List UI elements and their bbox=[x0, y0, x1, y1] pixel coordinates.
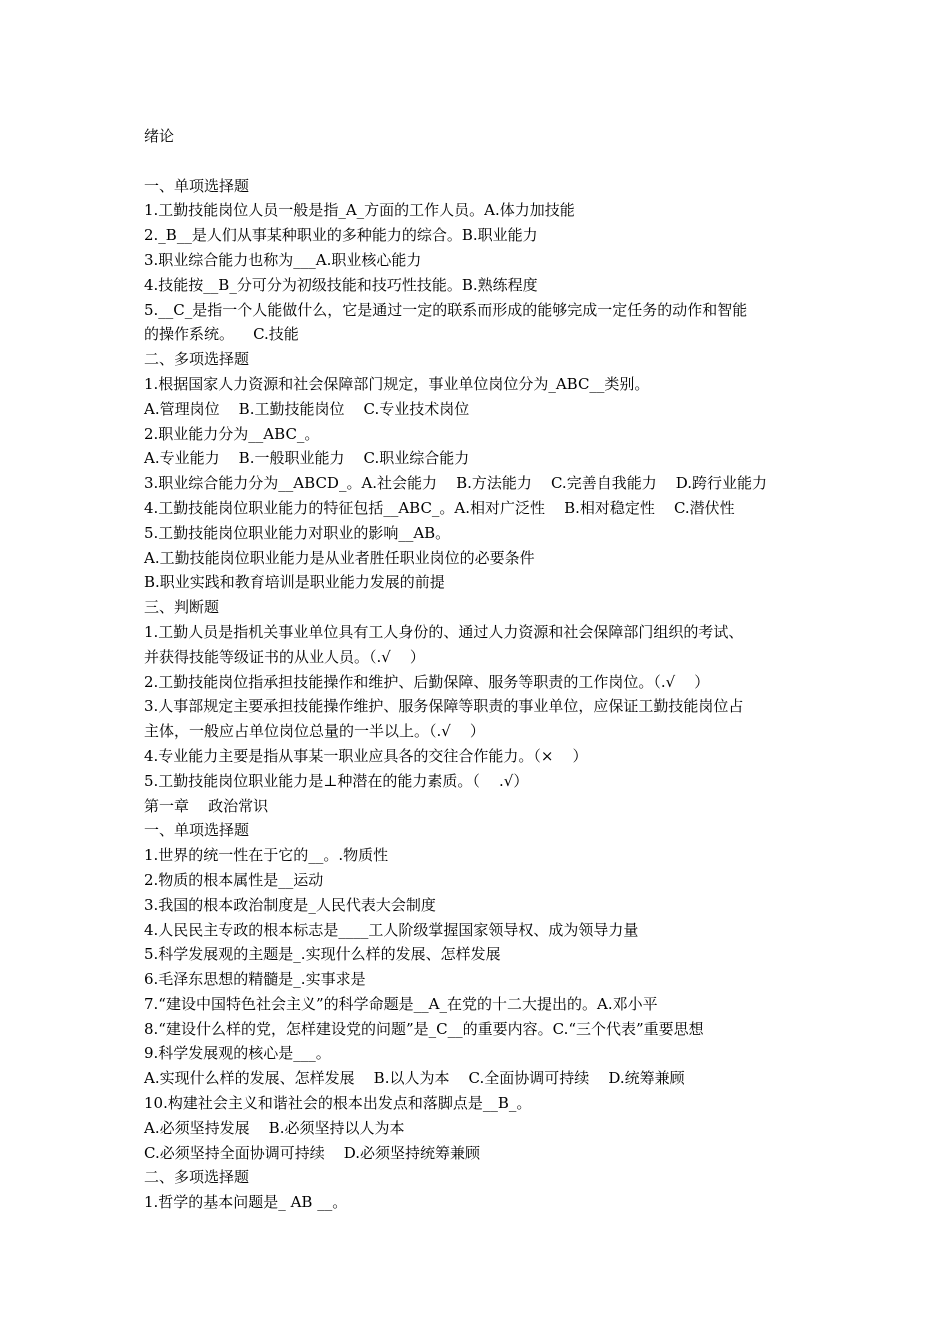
text-line: A.管理岗位 B.工勤技能岗位 C.专业技术岗位 bbox=[144, 399, 470, 418]
text-line: 2.工勤技能岗位指承担技能操作和维护、后勤保障、服务等职责的工作岗位。（.√ ） bbox=[144, 672, 710, 691]
text-line: 2.物质的根本属性是__运动 bbox=[144, 870, 324, 889]
text-line: 4.工勤技能岗位职业能力的特征包括__ABC_。A.相对广泛性 B.相对稳定性 C.潜伏性 bbox=[144, 498, 735, 517]
text-line: C.必须坚持全面协调可持续 D.必须坚持统筹兼顾 bbox=[144, 1143, 481, 1162]
text-line: 10.构建社会主义和谐社会的根本出发点和落脚点是__B_。 bbox=[144, 1094, 532, 1113]
text-line: 1.哲学的基本问题是_ AB __。 bbox=[144, 1193, 348, 1212]
text-line: 5.工勤技能岗位职业能力是⊥种潜在的能力素质。（ .√） bbox=[144, 771, 529, 790]
text-line: 5.科学发展观的主题是_.实现什么样的发展、怎样发展 bbox=[144, 945, 501, 964]
text-line: A.工勤技能岗位职业能力是从业者胜任职业岗位的必要条件 bbox=[144, 548, 535, 567]
text-line: 1.工勤人员是指机关事业单位具有工人身份的、通过人力资源和社会保障部门组织的考试、 bbox=[144, 622, 744, 641]
text-line: 3.人事部规定主要承担技能操作维护、服务保障等职责的事业单位，应保证工勤技能岗位占 bbox=[144, 697, 744, 716]
document-page bbox=[144, 124, 816, 1215]
text-line: A.实现什么样的发展、怎样发展 B.以人为本 C.全面协调可持续 D.统筹兼顾 bbox=[144, 1069, 685, 1088]
text-line: 5.__C_是指一个人能做什么，它是通过一定的联系而形成的能够完成一定任务的动作和智能 bbox=[144, 300, 748, 319]
doc-title: 绪论 bbox=[144, 127, 175, 145]
text-line: 1.根据国家人力资源和社会保障部门规定，事业单位岗位分为_ABC__类别。 bbox=[144, 374, 650, 393]
text-line: 二、多项选择题 bbox=[144, 1168, 250, 1187]
text-line: 4.人民民主专政的根本标志是____工人阶级掌握国家领导权、成为领导力量 bbox=[144, 920, 639, 939]
text-line: B.职业实践和教育培训是职业能力发展的前提 bbox=[144, 573, 445, 592]
text-line: 一、单项选择题 bbox=[144, 821, 250, 840]
text-line: 2.职业能力分为__ABC_。 bbox=[144, 424, 320, 443]
text-line: 1.世界的统一性在于它的__。.物质性 bbox=[144, 846, 389, 865]
text-line: 1.工勤技能岗位人员一般是指_A_方面的工作人员。A.体力加技能 bbox=[144, 201, 575, 220]
text-line: A.必须坚持发展 B.必须坚持以人为本 bbox=[144, 1118, 405, 1137]
text-line: 一、单项选择题 bbox=[144, 176, 250, 195]
text-line: 三、判断题 bbox=[144, 598, 220, 617]
text-line: 第一章 政治常识 bbox=[144, 796, 269, 815]
text-line: 的操作系统。 C.技能 bbox=[144, 325, 299, 344]
text-line: 主体，一般应占单位岗位总量的一半以上。（.√ ） bbox=[144, 722, 485, 741]
text-line: 2._B__是人们从事某种职业的多种能力的综合。B.职业能力 bbox=[144, 226, 538, 245]
text-line: 5.工勤技能岗位职业能力对职业的影响__AB。 bbox=[144, 523, 451, 542]
text-line: 二、多项选择题 bbox=[144, 350, 250, 369]
text-line: 4.专业能力主要是指从事某一职业应具各的交往合作能力。（× ） bbox=[144, 746, 588, 765]
text-line: 3.职业综合能力分为__ABCD_。A.社会能力 B.方法能力 C.完善自我能力 D.跨行业能力 bbox=[144, 474, 768, 493]
text-line: 8.“建设什么样的党，怎样建设党的问题”是_C__的重要内容。C.“三个代表”重要思想 bbox=[144, 1019, 704, 1038]
text-line: 9.科学发展观的核心是___。 bbox=[144, 1044, 331, 1063]
doc-body bbox=[144, 174, 816, 1215]
text-line: A.专业能力 B.一般职业能力 C.职业综合能力 bbox=[144, 449, 470, 468]
text-line: 6.毛泽东思想的精髓是_.实事求是 bbox=[144, 970, 366, 989]
text-line: 3.我国的根本政治制度是_人民代表大会制度 bbox=[144, 895, 436, 914]
text-line: 并获得技能等级证书的从业人员。（.√ ） bbox=[144, 647, 425, 666]
text-line: 3.职业综合能力也称为___A.职业核心能力 bbox=[144, 250, 422, 269]
text-line: 7.“建设中国特色社会主义”的科学命题是__A_在党的十二大提出的。A.邓小平 bbox=[144, 994, 658, 1013]
text-line: 4.技能按__B_分可分为初级技能和技巧性技能。B.熟练程度 bbox=[144, 275, 538, 294]
